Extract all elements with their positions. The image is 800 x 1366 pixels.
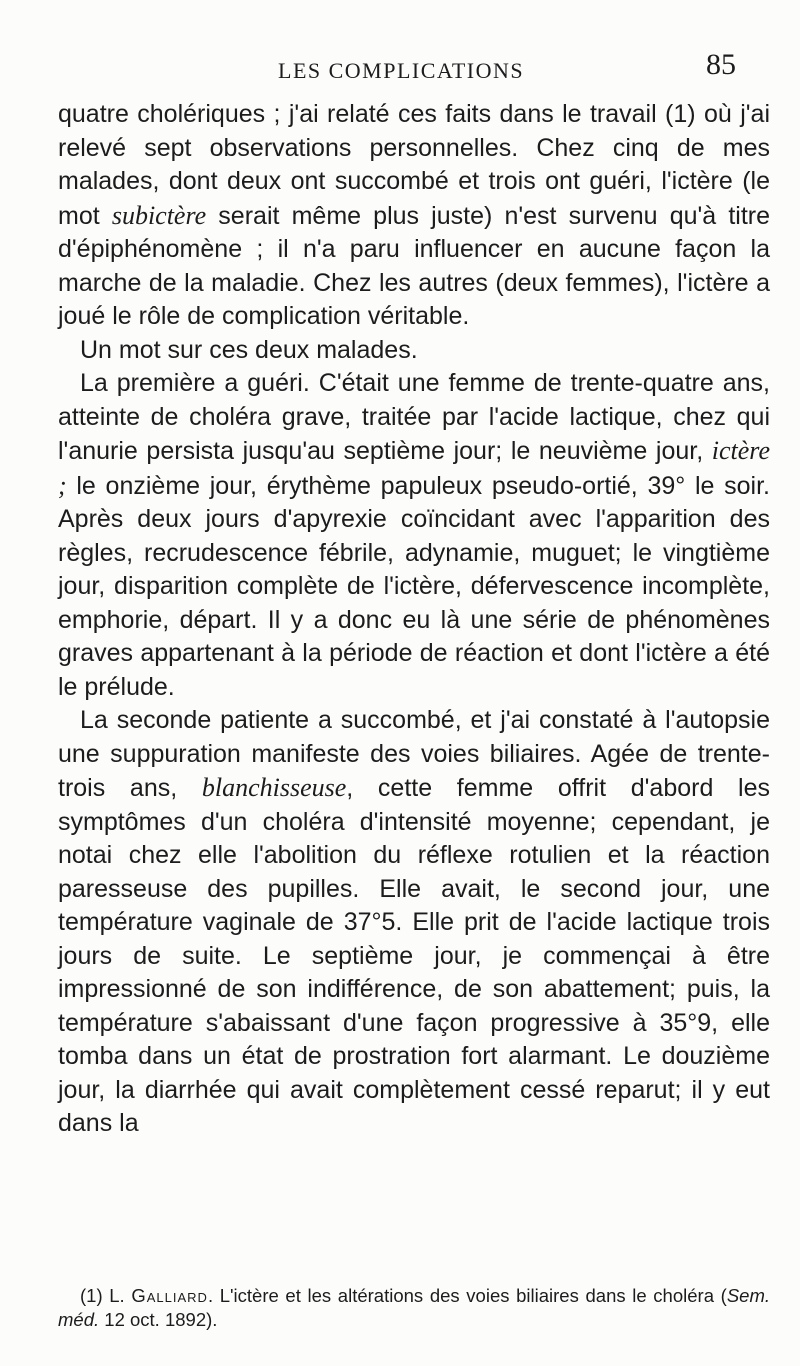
paragraph-3: La première a guéri. C'était une femme de trente-quatre ans, atteinte de choléra grave, traitée par l'acide lactique, chez qui l'anurie persista jusqu'au septième jour; le neuvième jour, ictère ; le onzième jour, érythème papuleux pseudo-ortié, 39° le soir. Après deux jours d'apyrexie coïncidant avec l'apparition des règles, recrudescence fébrile, adynamie, muguet; le vingtième jour, disparition complète de l'ictère, défervescence incomplète, emphorie, départ. Il y a donc eu là une série de phénomènes graves appartenant à la période de réaction et dont l'ictère a été le prélude. bbox=[58, 369, 770, 701]
paragraph-4: La seconde patiente a succombé, et j'ai constaté à l'autopsie une suppuration manifeste des voies biliaires. Agée de trente-trois ans, blanchisseuse, cette femme offrit d'abord les symptômes d'un choléra d'intensité moyenne; cependant, je notai chez elle l'abolition du réflexe rotulien et la réaction paresseuse des pupilles. Elle avait, le second jour, une température vaginale de 37°5. Elle prit de l'acide lactique trois jours de suite. Le septième jour, je commençai à être impressionné de son indifférence, de son abattement; puis, la température s'abaissant d'une façon progressive à 35°9, elle tomba dans un état de prostration fort alarmant. Le douzième jour, la diarrhée qui avait complètement cessé reparut; il y eut dans la bbox=[58, 706, 770, 1137]
running-title: LES COMPLICATIONS bbox=[278, 58, 525, 83]
footnote-author: Galliard bbox=[131, 1285, 208, 1306]
footnote: (1) L. Galliard. L'ictère et les altérations des voies biliaires dans le choléra (Sem. méd. 12 oct. 1892). bbox=[58, 1285, 770, 1330]
body-text bbox=[58, 98, 770, 1141]
paragraph-1: quatre cholériques ; j'ai relaté ces faits dans le travail (1) où j'ai relevé sept observations personnelles. Chez cinq de mes malades, dont deux ont succombé et trois ont guéri, l'ictère (le mot subictère serait même plus juste) n'est survenu qu'à titre d'épiphénomène ; il n'a paru influencer en aucune façon la marche de la maladie. Chez les autres (deux femmes), l'ictère a joué le rôle de complication véritable. bbox=[58, 100, 771, 330]
italic-term: ictère ; bbox=[58, 436, 770, 500]
italic-term: subictère bbox=[111, 200, 207, 230]
italic-term: blanchisseuse bbox=[201, 773, 347, 802]
paragraph-2: Un mot sur ces deux malades. bbox=[80, 335, 418, 364]
footnote-journal: Sem. méd. bbox=[58, 1285, 770, 1330]
page-number: 85 bbox=[706, 48, 736, 81]
running-head bbox=[0, 48, 800, 94]
